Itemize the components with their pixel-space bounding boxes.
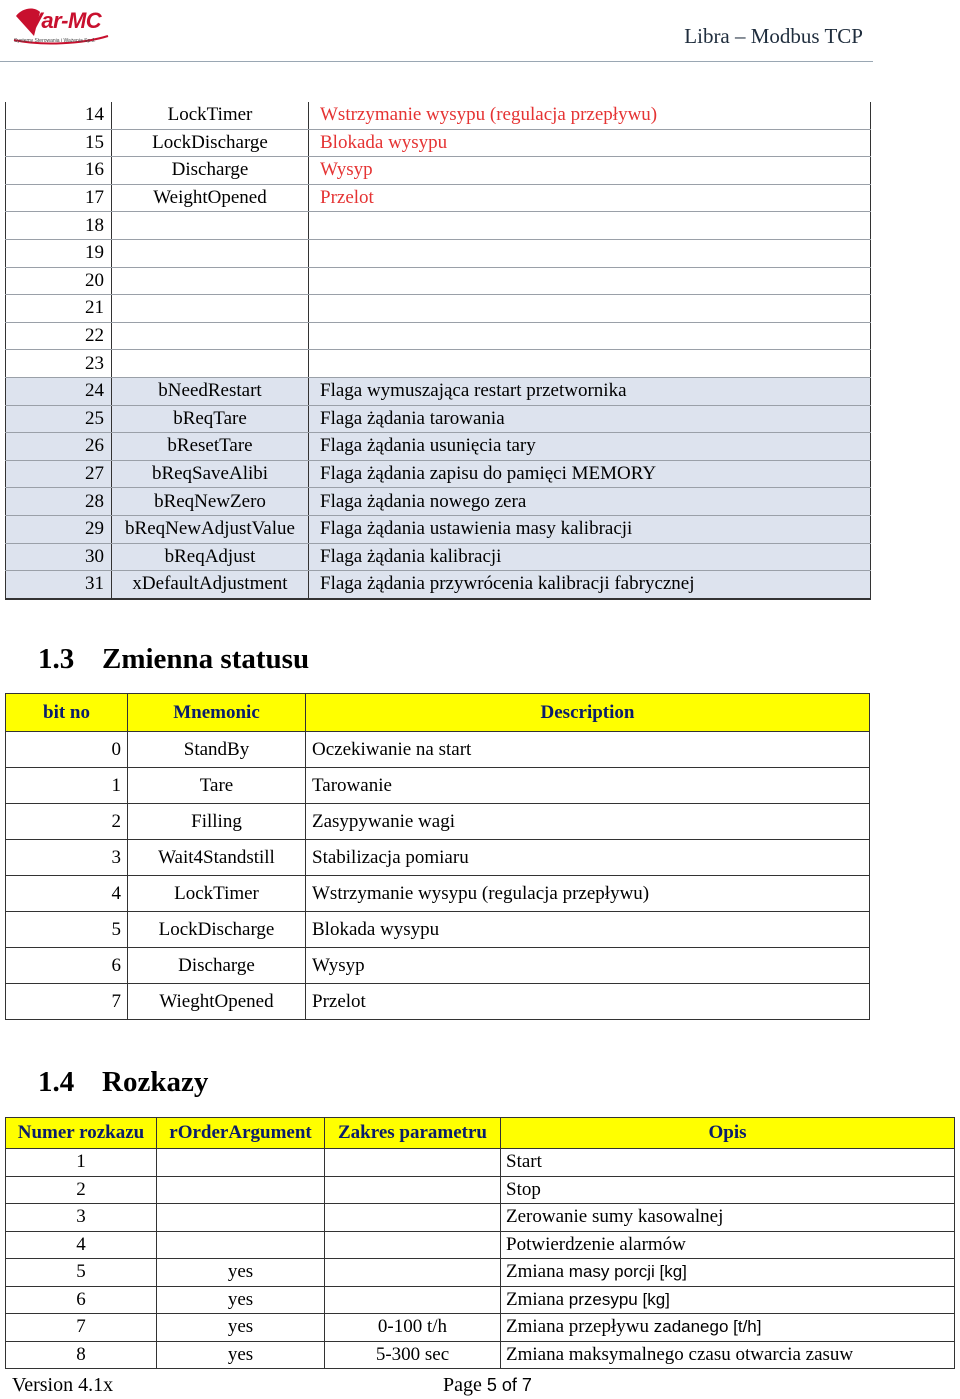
- bit-number-cell: 25: [6, 405, 112, 433]
- bit-number-cell: 28: [6, 488, 112, 516]
- description-cell: Zasypywanie wagi: [306, 804, 870, 840]
- table-row: [6, 322, 871, 350]
- column-header-command-number: Numer rozkazu: [6, 1118, 157, 1149]
- parameter-range-cell: [325, 1204, 501, 1232]
- table-row: [6, 768, 870, 804]
- parameter-range-cell: [325, 1176, 501, 1204]
- parameter-range-cell: [325, 1259, 501, 1287]
- table-row: [6, 876, 870, 912]
- description-cell: Wstrzymanie wysypu (regulacja przepływu): [309, 102, 871, 129]
- table-row: [6, 212, 871, 240]
- column-header-description: Opis: [501, 1118, 955, 1149]
- logo-text: Var-MC: [28, 8, 102, 33]
- description-cell: [501, 1314, 955, 1342]
- table-row: [6, 295, 871, 323]
- description-part: Zmiana przepływu: [506, 1316, 654, 1338]
- mnemonic-cell: bReqNewAdjustValue: [112, 515, 309, 543]
- order-argument-cell: yes: [157, 1259, 325, 1287]
- description-part: zadanego [t/h]: [653, 1317, 762, 1337]
- description-cell: Blokada wysypu: [306, 912, 870, 948]
- table-row: [6, 1259, 955, 1287]
- command-number-cell: 2: [6, 1176, 157, 1204]
- description-cell: Start: [501, 1149, 955, 1177]
- description-cell: Oczekiwanie na start: [306, 732, 870, 768]
- mnemonic-cell: bReqTare: [112, 405, 309, 433]
- mnemonic-cell: [112, 212, 309, 240]
- description-cell: Przelot: [306, 984, 870, 1020]
- mnemonic-cell: bReqNewZero: [112, 488, 309, 516]
- mnemonic-cell: [112, 295, 309, 323]
- section-title: Rozkazy: [102, 1066, 209, 1098]
- mnemonic-cell: WieghtOpened: [128, 984, 306, 1020]
- order-argument-cell: [157, 1176, 325, 1204]
- bit-number-cell: 22: [6, 322, 112, 350]
- mnemonic-cell: LockTimer: [112, 102, 309, 129]
- order-argument-cell: [157, 1231, 325, 1259]
- description-cell: [309, 239, 871, 267]
- bit-number-cell: 23: [6, 350, 112, 378]
- description-cell: Stop: [501, 1176, 955, 1204]
- bit-number-cell: 0: [6, 732, 128, 768]
- column-header-parameter-range: Zakres parametru: [325, 1118, 501, 1149]
- description-cell: Flaga żądania usunięcia tary: [309, 433, 871, 461]
- mnemonic-cell: [112, 267, 309, 295]
- description-cell: Zerowanie sumy kasowalnej: [501, 1204, 955, 1232]
- mnemonic-cell: [112, 322, 309, 350]
- description-part: Zmiana: [506, 1261, 569, 1283]
- table-row: [6, 102, 871, 129]
- table-row: [6, 1231, 955, 1259]
- bit-number-cell: 19: [6, 239, 112, 267]
- command-number-cell: 6: [6, 1286, 157, 1314]
- mnemonic-cell: bReqSaveAlibi: [112, 460, 309, 488]
- footer-page-number: [443, 1374, 532, 1397]
- mnemonic-cell: Wait4Standstill: [128, 840, 306, 876]
- bit-number-cell: 24: [6, 377, 112, 405]
- section-number: 1.3: [38, 643, 75, 675]
- description-cell: Wysyp: [309, 157, 871, 185]
- mnemonic-cell: bReqAdjust: [112, 543, 309, 571]
- table-row: [6, 184, 871, 212]
- table-row: [6, 460, 871, 488]
- column-header-description: Description: [306, 694, 870, 732]
- bit-number-cell: 5: [6, 912, 128, 948]
- description-cell: Flaga żądania tarowania: [309, 405, 871, 433]
- command-number-cell: 4: [6, 1231, 157, 1259]
- description-cell: Flaga żądania nowego zera: [309, 488, 871, 516]
- table-row: [6, 571, 871, 599]
- section-title: Zmienna statusu: [102, 643, 310, 675]
- bit-number-cell: 29: [6, 515, 112, 543]
- bit-number-cell: 31: [6, 571, 112, 599]
- status-table: [5, 693, 870, 1020]
- document-title: Libra – Modbus TCP: [684, 24, 863, 48]
- table-row: [6, 350, 871, 378]
- bit-number-cell: 3: [6, 840, 128, 876]
- mnemonic-cell: StandBy: [128, 732, 306, 768]
- description-part: masy porcji [kg]: [568, 1262, 687, 1282]
- description-cell: Przelot: [309, 184, 871, 212]
- table-row: [6, 732, 870, 768]
- header-divider: [0, 61, 873, 62]
- commands-table: [5, 1117, 955, 1369]
- table-row: [6, 239, 871, 267]
- description-cell: Wysyp: [306, 948, 870, 984]
- description-cell: [309, 322, 871, 350]
- table-row: [6, 515, 871, 543]
- description-cell: Blokada wysypu: [309, 129, 871, 157]
- mnemonic-cell: WeightOpened: [112, 184, 309, 212]
- order-argument-cell: [157, 1149, 325, 1177]
- table-row: [6, 1341, 955, 1369]
- bit-number-cell: 20: [6, 267, 112, 295]
- table-row: [6, 804, 870, 840]
- parameter-range-cell: [325, 1231, 501, 1259]
- table-row: [6, 488, 871, 516]
- description-cell: [309, 295, 871, 323]
- mnemonic-cell: LockDischarge: [112, 129, 309, 157]
- bit-number-cell: 17: [6, 184, 112, 212]
- description-cell: Potwierdzenie alarmów: [501, 1231, 955, 1259]
- bit-number-cell: 15: [6, 129, 112, 157]
- bit-number-cell: 4: [6, 876, 128, 912]
- order-argument-cell: yes: [157, 1314, 325, 1342]
- bit-number-cell: 26: [6, 433, 112, 461]
- table-row: [6, 377, 871, 405]
- command-number-cell: 8: [6, 1341, 157, 1369]
- table-row: [6, 912, 870, 948]
- column-header-bit-no: bit no: [6, 694, 128, 732]
- mnemonic-cell: Filling: [128, 804, 306, 840]
- table-row: [6, 129, 871, 157]
- table-row: [6, 157, 871, 185]
- section-number: 1.4: [38, 1066, 75, 1098]
- footer-version: Version 4.1x: [12, 1374, 114, 1396]
- description-cell: [309, 212, 871, 240]
- command-number-cell: 7: [6, 1314, 157, 1342]
- mnemonic-cell: Discharge: [112, 157, 309, 185]
- table-row: [6, 984, 870, 1020]
- register-bits-table: [5, 102, 871, 600]
- column-header-mnemonic: Mnemonic: [128, 694, 306, 732]
- mnemonic-cell: bResetTare: [112, 433, 309, 461]
- bit-number-cell: 6: [6, 948, 128, 984]
- description-cell: [501, 1259, 955, 1287]
- bit-number-cell: 2: [6, 804, 128, 840]
- description-cell: [501, 1286, 955, 1314]
- description-cell: Stabilizacja pomiaru: [306, 840, 870, 876]
- mnemonic-cell: LockDischarge: [128, 912, 306, 948]
- description-cell: Flaga żądania kalibracji: [309, 543, 871, 571]
- column-header-order-argument: rOrderArgument: [157, 1118, 325, 1149]
- table-row: [6, 1149, 955, 1177]
- order-argument-cell: [157, 1204, 325, 1232]
- table-row: [6, 433, 871, 461]
- description-cell: Tarowanie: [306, 768, 870, 804]
- description-cell: Flaga wymuszająca restart przetwornika: [309, 377, 871, 405]
- bit-number-cell: 27: [6, 460, 112, 488]
- bit-number-cell: 30: [6, 543, 112, 571]
- parameter-range-cell: 0-100 t/h: [325, 1314, 501, 1342]
- mnemonic-cell: xDefaultAdjustment: [112, 571, 309, 599]
- logo-subtitle: Systemy Sterowania i Ważenia Sp.J.: [14, 38, 96, 44]
- table-row: [6, 1176, 955, 1204]
- table-row: [6, 543, 871, 571]
- page-of: 5 of 7: [486, 1375, 532, 1395]
- bit-number-cell: 14: [6, 102, 112, 129]
- mnemonic-cell: LockTimer: [128, 876, 306, 912]
- mnemonic-cell: [112, 350, 309, 378]
- bit-number-cell: 21: [6, 295, 112, 323]
- section-heading-status: [38, 643, 309, 676]
- description-cell: [309, 350, 871, 378]
- command-number-cell: 3: [6, 1204, 157, 1232]
- order-argument-cell: yes: [157, 1286, 325, 1314]
- table-row: [6, 840, 870, 876]
- table-row: [6, 1286, 955, 1314]
- mnemonic-cell: bNeedRestart: [112, 377, 309, 405]
- bit-number-cell: 7: [6, 984, 128, 1020]
- description-cell: Wstrzymanie wysypu (regulacja przepływu): [306, 876, 870, 912]
- table-row: [6, 405, 871, 433]
- description-cell: [309, 267, 871, 295]
- description-cell: Flaga żądania zapisu do pamięci MEMORY: [309, 460, 871, 488]
- table-row: [6, 1314, 955, 1342]
- bit-number-cell: 18: [6, 212, 112, 240]
- mnemonic-cell: Tare: [128, 768, 306, 804]
- command-number-cell: 1: [6, 1149, 157, 1177]
- description-cell: Flaga żądania przywrócenia kalibracji fabrycznej: [309, 571, 871, 599]
- order-argument-cell: yes: [157, 1341, 325, 1369]
- parameter-range-cell: [325, 1149, 501, 1177]
- table-row: [6, 267, 871, 295]
- table-row: [6, 948, 870, 984]
- bit-number-cell: 1: [6, 768, 128, 804]
- description-cell: Zmiana maksymalnego czasu otwarcia zasuw: [501, 1341, 955, 1369]
- description-part: przesypu [kg]: [568, 1289, 670, 1309]
- section-heading-commands: [38, 1066, 208, 1099]
- mnemonic-cell: Discharge: [128, 948, 306, 984]
- parameter-range-cell: 5-300 sec: [325, 1341, 501, 1369]
- table-row: [6, 1204, 955, 1232]
- description-cell: Flaga żądania ustawienia masy kalibracji: [309, 515, 871, 543]
- page-label: Page: [443, 1374, 487, 1396]
- description-part: Zmiana: [506, 1288, 569, 1310]
- parameter-range-cell: [325, 1286, 501, 1314]
- mnemonic-cell: [112, 239, 309, 267]
- bit-number-cell: 16: [6, 157, 112, 185]
- command-number-cell: 5: [6, 1259, 157, 1287]
